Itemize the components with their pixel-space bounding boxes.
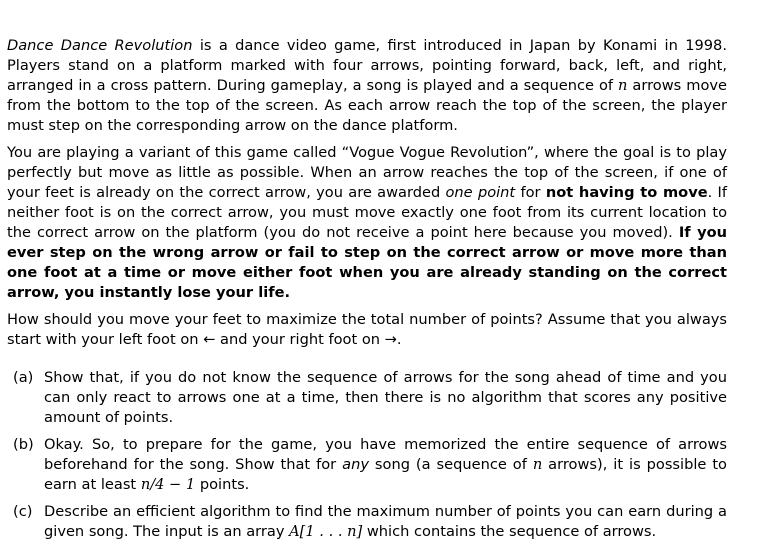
variant-paragraph [7,143,727,303]
variable-n: n [618,77,628,94]
part-c-label: (c) [13,503,33,520]
variant-text-1: You are playing a variant of this game called “Vogue Vogue Revolution”, where the goal is to play perfectly but move as little as possible. When an arrow reaches the top of the screen, if one of your feet is already on the correct arrow, you are awarded [7,144,727,201]
part-b-text-3: arrows), it is possible to earn at least [44,456,727,493]
problem-statement [7,36,727,549]
variant-text-2: for [515,184,546,201]
part-b-text-4: points. [195,476,250,493]
part-c-text-1: Describe an efficient algorithm to find the maximum number of points you can earn during a given song. The input is an array [44,503,727,540]
any-emphasis: any [342,456,369,473]
part-c-text-2: which contains the sequence of arrows. [362,523,657,540]
part-a [7,368,727,428]
question-text-2: and your right foot on [215,331,385,348]
part-b-label: (b) [13,436,34,453]
bound-expression: n/4 − 1 [140,476,196,493]
intro-paragraph [7,36,727,136]
not-moving-emphasis: not having to move [545,184,708,201]
intro-text: is a dance video game, first introduced in Japan by Konami in 1998. Players stand on a platform marked with four arrows, pointing forward, back, left, and right, arranged in a cross pattern. During gameplay, a song is played and a sequence of [7,37,727,94]
problem-parts-list [7,368,727,542]
part-b-text-2: song (a sequence of [368,456,533,473]
left-arrow-icon: ← [203,331,216,348]
part-b-text-1: Okay. So, to prepare for the game, you have memorized the entire sequence of arrows beforehand for the song. Show that for [44,436,727,473]
warning-text: If you ever step on the wrong arrow or fail to step on the correct arrow or move more than one foot at a time or move either foot when you are already standing on the correct arrow, you instantly lose your life. [7,224,727,301]
part-b [7,435,727,495]
variant-text-3: . If neither foot is on the correct arrow, you must move exactly one foot from its current location to the correct arrow on the platform (you do not receive a point here because you moved). [7,184,727,241]
part-a-text: Show that, if you do not know the sequence of arrows for the song ahead of time and you can only react to arrows one at a time, then there is no algorithm that scores any positive amount of points. [44,369,727,426]
intro-text-end: arrows move from the bottom to the top of the screen. As each arrow reach the top of the screen, the player must step on the corresponding arrow on the dance platform. [7,77,727,134]
right-arrow-icon: → [384,331,397,348]
one-point-emphasis: one point [445,184,516,201]
variable-n-b: n [532,456,543,473]
question-text-1: How should you move your feet to maximize the total number of points? Assume that you always start with your left foot on [7,311,727,348]
question-paragraph [7,310,727,350]
part-a-label: (a) [13,369,34,386]
part-c [7,502,727,542]
question-text-3: . [396,331,402,348]
array-expression: A[1 . . . n] [289,523,363,540]
game-title: Dance Dance Revolution [7,37,193,54]
